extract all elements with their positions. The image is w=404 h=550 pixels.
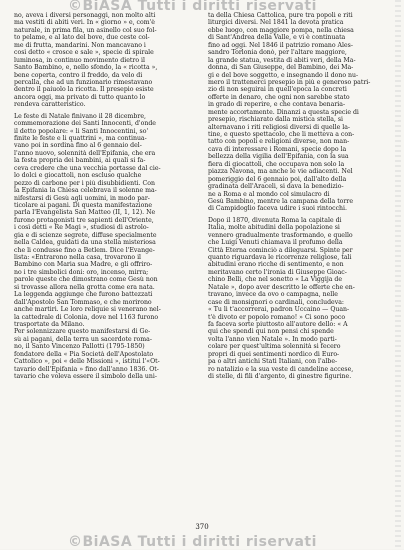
watermark-top: ©BiASA Tutti i diritti riservati [68, 0, 317, 14]
left-column-line: La leggenda aggiunge che furono battezzati [14, 291, 153, 299]
left-column-line: nella Caldea, guidati da una stella misteriosa [14, 239, 156, 247]
left-column-line: Cattolico », poi « delle Missioni », istituì l'«Ot- [14, 358, 160, 366]
right-column-line: propri di quei sentimenti nordico di Euro- [208, 350, 340, 358]
left-column-line: ma vestiti di abiti veri. In « giorno » e, com'è [14, 19, 155, 27]
right-column-line: di Campidoglio faceva udire i suoi rintocchi. [208, 205, 347, 213]
right-column-line: bellezza della vigilia dell'Epifania, con la sua [208, 153, 349, 161]
left-column-line: parla l'Evangelista San Matteo (II, 1, 12). Ne [14, 209, 156, 217]
left-column-line: vano poi in sordina fino al 6 gennaio del- [14, 142, 142, 150]
left-column-line: ticolare ai pagani. Di questa manifestazione [14, 201, 153, 209]
left-column-line: rendeva caratteristico. [14, 101, 86, 109]
right-column-line: presepio, rischiarato dalla mistica stella, si [208, 116, 344, 124]
right-column-line: cava di interessare i Romani, specie dopo la [208, 145, 347, 153]
right-column-line: sandro Torlonia donò, per l'altare maggiore, [208, 49, 347, 57]
left-column-line: lista: «Entrarono nella casa, trovarono il [14, 254, 142, 261]
left-column-line: sù ai pagani, della terra un sacerdote roma- [14, 335, 152, 343]
left-column-line: l'anno nuovo, solennità dell'Epifania, che era [14, 149, 156, 157]
right-column-line: che Luigi Venuti chiamava il profumo della [208, 239, 343, 247]
right-column-line: liturgici diversi. Nel 1841 la devota pratica [208, 19, 344, 27]
right-column-line: meritavano certo l'ironia di Giuseppe Gioac- [208, 268, 347, 276]
left-column-line: percalla, che ad un funzionario rimestavano [14, 78, 153, 86]
right-column-line: quanto riguardava le ricorrenze religiose, tali [208, 254, 352, 261]
right-column-line: tatto con popoli e religioni diverse, non man- [208, 138, 350, 146]
right-column-line: pomeriggio del 6 gennaio poi, dall'alto della [208, 175, 347, 183]
right-column-line: fino ad oggi. Nel 1846 il patrizio romano Ales- [208, 41, 353, 49]
right-column-line: donna, di San Giuseppe, del Bambino, dei Ma- [208, 64, 354, 72]
left-column-line: i così detti « Re Magi », studiosi di astrolo- [14, 224, 149, 232]
left-column-line: la cattedrale di Colonia, dove nel 1163 furono [14, 313, 159, 321]
right-column-line: gi e del bove soggetto, e insegnando il dono nu- [208, 71, 359, 79]
right-column-line: Gesù Bambino, mentre la campana della torre [208, 197, 353, 205]
left-column-line: no i tre simbolici doni: oro, incenso, mirra; [14, 268, 149, 276]
right-column-line: volta l'anno vien Natale ». In modo parti- [208, 335, 337, 343]
right-column-line: ne a Roma e al mondo col simulacro di [208, 190, 330, 198]
right-column-line: ta della Chiesa Cattolica, pure tra popoli e riti [208, 12, 353, 19]
left-column-line: finite le feste e li quattrini », ma continua- [14, 135, 147, 142]
watermark-bottom: ©BiASA Tutti i diritti riservati [68, 534, 317, 550]
right-column-line: travano, invece da ovo o campagna, nelle [208, 291, 338, 299]
right-column-line: fiera di giocattoli, che occupava non solo la [208, 160, 345, 168]
right-column [208, 12, 388, 380]
right-column-line: Italia, molte abitudini della popolazione si [208, 224, 340, 232]
right-column-line: piazza Navona, ma anche le vie adiacenti. Nel [208, 168, 353, 176]
right-column-line: la grande statua, vestita di abiti veri, della Ma- [208, 56, 356, 64]
right-column-line: mente accortamente. Dinanzi a questa specie di [208, 108, 359, 116]
right-column-line: vennero gradualmente trasformando, e quello [208, 231, 353, 239]
left-column [14, 12, 194, 380]
left-column-line: dall'Apostolo San Tommaso, e che morirono [14, 298, 152, 306]
left-column-line: nifestarsi di Gesù agli uomini, in modo par- [14, 194, 150, 202]
left-column-line: no, il Santo Vincenzo Pallotti (1795-1850) [14, 343, 145, 351]
left-column-line: pezzo di carbone per i più disubbidienti. Con [14, 179, 155, 187]
right-column-line: gradinata dell'Araceli, si dava la benedizio- [208, 183, 344, 191]
right-column-line: Città Eterna cominciò a dileguarsi. Spinte per [208, 246, 353, 254]
right-column-line: mero il trattenerci presepio in più e generoso patri- [208, 78, 371, 86]
left-column-line: anche martiri. Le loro reliquie si venerano nel- [14, 306, 161, 314]
left-column-line: lo dolci e giocattoli, non escluso qualche [14, 172, 142, 180]
left-column-line: furono protagonisti tre sapienti dell'Oriente, [14, 216, 154, 224]
right-column-line: case di monsignori o cardinali, concludeva: [208, 298, 344, 306]
left-column-line: si trovasse allora nella grotta come era nata. [14, 283, 155, 291]
right-column-line: Dopo il 1870, divenuta Roma la capitale di [208, 216, 342, 224]
left-column-line: bene coperta, contro il freddo, da velo di [14, 71, 143, 79]
right-column-line: Natale », dopo aver descritto le offerte che en- [208, 283, 355, 291]
left-column-line: fondatore della « Pia Società dell'Apostolato [14, 350, 154, 358]
right-column-line: qui che spendi qui non pensi chi spende [208, 328, 334, 336]
left-column-line: Per solennizzare questo manifestarsi di Ge- [14, 328, 151, 336]
left-column-line: tavario dell'Epifania » fino dall'anno 1836. Ot- [14, 365, 159, 373]
page-number: 370 [195, 523, 209, 531]
right-column-line: colare per quest'ultima solennità si fecero [208, 343, 341, 351]
right-column-line: abitudini erano ricche di sentimento, e non [208, 261, 344, 269]
left-column-line: commemorazione dei Santi Innocenti, d'onde [14, 120, 156, 128]
left-column-line: trasportate da Milano. [14, 320, 85, 328]
left-column-line: la festa propria dei bambini, ai quali si fa- [14, 157, 146, 165]
left-column-line: che li condusse fino a Betlem. Dice l'Evange- [14, 246, 155, 254]
right-column-line: ebbe luogo, con maggiore pompa, nella chiesa [208, 26, 354, 34]
right-column-line: chino Belli, che nel sonetto « La Viggija de [208, 276, 343, 284]
right-column-line: t'è divoto er popolo romano! » Ci sono poco [208, 313, 346, 321]
scan-edge [395, 0, 401, 549]
left-column-line: la Epifania la Chiesa celebrava il solenne ma- [14, 187, 157, 195]
right-column-line: ro natalizio e la sua veste di candeline accese, [208, 365, 354, 373]
right-column-line: « Tu li t'accorrerai, padron Uccaino — Quan- [208, 306, 350, 314]
left-column-line: Santo Bambino, e, nello sfondo, la « ricotta », [14, 64, 158, 72]
left-column-line: Bambino con Maria sua Madre, e gli offriro- [14, 261, 153, 269]
left-column-line: dentro il paiuolo la ricotta. Il presepio esiste [14, 86, 154, 94]
right-column-line: offerte in denaro, che ogni non sarebbe stato [208, 93, 350, 101]
left-column-line: to pelame, e al lato del bove, due ceste col- [14, 34, 150, 42]
left-column-line: il detto popolare: « li Santi Innocentini, so' [14, 127, 149, 135]
left-column-line: tavario che voleva essere il simbolo della uni- [14, 373, 157, 380]
right-column-line: di Sant'Andrea della Valle, e vi è continuata [208, 34, 346, 42]
left-column-line: così detto « crosce e sale », specie di spirale [14, 49, 154, 57]
left-column-line: Le feste di Natale finivano il 28 dicembre, [14, 112, 146, 120]
right-column-line: in grado di reperire, e che contava benaria- [208, 101, 346, 109]
right-column-line: fa faceva sorte piuttosto all'autore dello: « A [208, 320, 348, 328]
left-column-line: me di frutta, mandarini. Non mancavano i [14, 41, 146, 49]
right-column-line: zio di non seguirai in quell'epoca la concreti [208, 86, 347, 94]
left-column-line: no, aveva i diversi personaggi, non molto alti [14, 12, 156, 19]
left-column-line: ceva credere che una vecchia portasse dal cie- [14, 164, 161, 172]
right-column-line: pa o altri antichi Stati Italiani, con l'albe- [208, 358, 338, 366]
right-column-line: alternavano i riti religiosi diversi di quelle la- [208, 123, 351, 131]
right-column-line: tine, e questo spettacolo, che li metteva a con- [208, 131, 355, 138]
left-column-line: gia e di scienze segrete, diffuse specialmente [14, 231, 157, 239]
left-column-line: parole queste che dimostrano come Gesù non [14, 276, 158, 284]
left-column-line: luminosa, in continuo movimento dietro il [14, 56, 146, 64]
left-column-line: ancora oggi, ma privato di tutto quanto lo [14, 93, 146, 101]
right-column-line: di stelle, di fili d'argento, di ginestre figurine. [208, 373, 352, 380]
left-column-line: naturale, in prima fila, un asinello col suo fol- [14, 26, 157, 34]
